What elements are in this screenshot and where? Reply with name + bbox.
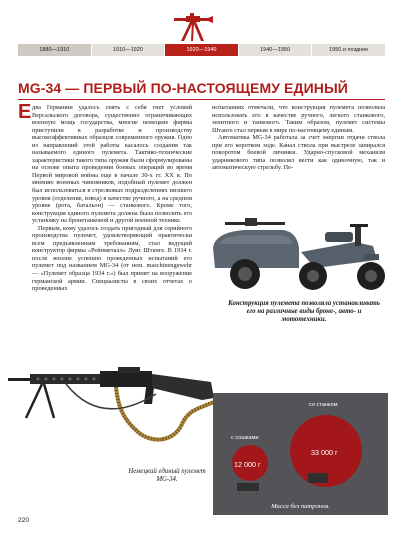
tripod-weight-value: 33 000 г <box>311 448 338 457</box>
timeline-segment: 1880—1910 <box>18 44 92 56</box>
paragraph: Первым, кому удалось создать пригодный для серийного производства пулемет, удовлетворяющий практически всем предъявленным требованиям, стал ведущий конструктор фирмы «Рейнметалл» Луис Штанге. В 1934 г. после вполне успешно проведенных испытаний его пулемет под названием MG-34 (от нем. maschinengewehr — «Пулемет образца 1934 г.») был принят на вооружение германской армии. Специалисты в своих отчетах о проведенных <box>32 224 192 293</box>
title-divider <box>18 99 385 100</box>
timeline-segment: 1910—1920 <box>92 44 166 56</box>
timeline-segment: 1950 и позднее <box>312 44 386 56</box>
paragraph: два Германии удалось снять с себя гнет условий Версальского договора, существенно ограничивающих военную мощь государства, многие немецкие фирмы приступили к разработке и производству высокоэффективных образцов современного оружия. Одно из направлений этой работы касалось создания так называемого единого пулемета. Тактико-технические характеристики такого типа оружия были сформулированы на основе опыта проведения боевых операций во время Первой мировой войны еще в начале 30-х гг. XX в. По мнению военных чиновников, подобный пулемет должен был использоваться в стрелковых подразделениях низшего уровня (отделение, взвод) в качестве ручного, а на среднем уровне (рота, батальон) — станкового. Кроме того, конструкция единого пулемета должна была позволять его установку на бронетанковой и другой военной технике. <box>32 104 192 225</box>
drop-cap: Е <box>18 101 32 123</box>
mg34-gun-illustration <box>6 338 234 456</box>
header-machine-gun-icon <box>172 12 214 42</box>
gun-caption: Немецкий единый пулемет MG-34. <box>128 468 206 483</box>
weight-circles <box>213 393 388 501</box>
motorcycle-caption: Конструкция пулемета позволяла устанавливать его на различные виды броне-, авто- и мототехники. <box>228 300 380 323</box>
weight-note: Масса без патронов. <box>271 503 330 510</box>
timeline-segment: 1940—1950 <box>239 44 313 56</box>
bipod-label: с сошками <box>231 435 259 441</box>
paragraph: испытаниях отмечали, что конструкция пулемета позволяла использовать его в качестве ручного, легкого станкового, зенитного и танкового. Таким образом, пулемет системы Штанге стал первым в мире по-настоящему единым. <box>212 104 385 134</box>
page-number: 220 <box>18 517 30 524</box>
timeline-segment-active: 1920—1940 <box>165 44 239 56</box>
tripod-label: со станком <box>309 402 338 408</box>
page-title: MG-34 — ПЕРВЫЙ ПО-НАСТОЯЩЕМУ ЕДИНЫЙ <box>18 80 348 96</box>
motorcycle-sidecar-photo <box>205 202 390 294</box>
paragraph: Автоматика MG-34 работала за счет энергии отдачи ствола при его коротком ходе. Канал ствола при выстреле запирался поворотом боевой личинки. Ударно-спусковой механизм ударникового типа позволял вести как одиночную, так и автоматическую стрельбу. Пе- <box>212 134 385 172</box>
bipod-weight-value: 12 000 г <box>234 460 261 469</box>
text-column-right <box>212 104 385 204</box>
era-timeline <box>18 44 386 56</box>
weight-comparison-box <box>213 393 388 501</box>
